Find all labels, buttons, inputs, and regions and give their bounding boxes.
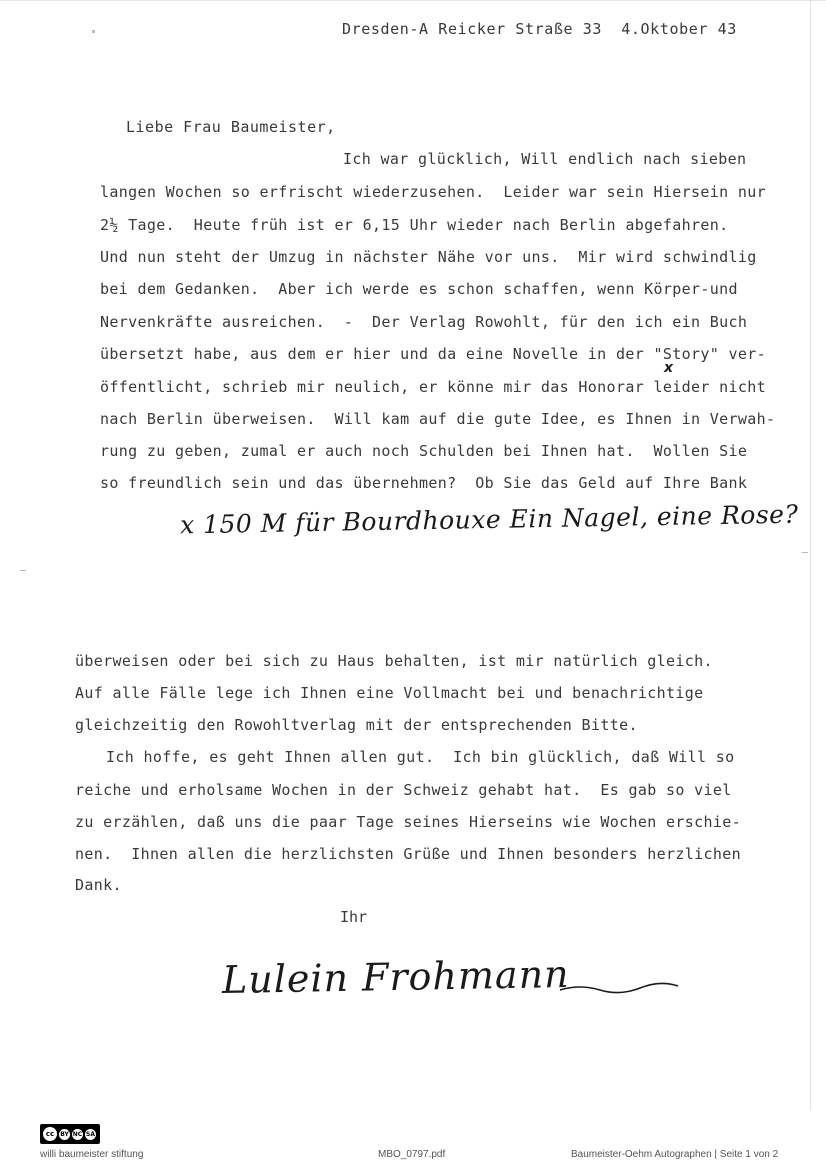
text-line: öffentlicht, schrieb mir neulich, er könne mir das Honorar leider nicht [100,378,767,396]
text-line: nen. Ihnen allen die herzlichsten Grüße und Ihnen besonders herzlichen [75,845,742,863]
text-line: gleichzeitig den Rowohltverlag mit der entsprechenden Bitte. [75,716,638,734]
footer-left: willi baumeister stiftung [40,1149,144,1160]
footer-center: MBO_0797.pdf [378,1149,446,1160]
by-icon: BY [60,1130,69,1138]
text-line: übersetzt habe, aus dem er hier und da eine Novelle in der "Story" ver- [100,345,767,363]
text-line: rung zu geben, zumal er auch noch Schulden bei Ihnen hat. Wollen Sie [100,442,748,460]
text-line: Ich war glücklich, Will endlich nach sieben [343,150,747,168]
signature-flourish [560,982,680,994]
page-top-border [0,0,826,1]
page-mark-left [20,570,26,571]
text-line: zu erzählen, daß uns die paar Tage seines Hierseins wie Wochen erschie- [75,813,742,831]
text-line: überweisen oder bei sich zu Haus behalten, ist mir natürlich gleich. [75,652,713,670]
handwritten-note: x 150 M für Bourdhouxe Ein Nagel, eine Rose? [179,499,799,540]
signature: Lulein Frohmann [221,951,570,1003]
nc-icon: NC [72,1130,83,1138]
closing: Ihr [340,908,368,926]
text-line: nach Berlin überweisen. Will kam auf die gute Idee, es Ihnen in Verwah- [100,410,776,428]
cc-license-badge[interactable] [40,1124,100,1144]
letter-header: Dresden-A Reicker Straße 33 4.Oktober 43 [342,20,737,38]
insert-mark: x [664,360,674,376]
text-line: Dank. [75,876,122,894]
text-line: 2½ Tage. Heute früh ist er 6,15 Uhr wieder nach Berlin abgefahren. [100,216,729,234]
text-line: Und nun steht der Umzug in nächster Nähe vor uns. Mir wird schwindlig [100,248,757,266]
text-line: reiche und erholsame Wochen in der Schweiz gehabt hat. Es gab so viel [75,781,732,799]
cc-icon: cc [43,1127,57,1141]
text-line: bei dem Gedanken. Aber ich werde es schon schaffen, wenn Körper-und [100,280,738,298]
salutation: Liebe Frau Baumeister, [126,118,336,136]
text-line: Nervenkräfte ausreichen. - Der Verlag Rowohlt, für den ich ein Buch [100,313,748,331]
page-mark-right [802,552,808,553]
text-line: so freundlich sein und das übernehmen? Ob Sie das Geld auf Ihre Bank [100,474,748,492]
text-line: langen Wochen so erfrischt wiederzusehen. Leider war sein Hiersein nur [100,183,767,201]
page-right-border [810,0,811,1110]
footer-right: Baumeister-Oehm Autographen | Seite 1 von 2 [571,1149,779,1160]
page-mark-top-left [92,30,95,33]
sa-icon: SA [86,1130,95,1138]
text-line: Ich hoffe, es geht Ihnen allen gut. Ich bin glücklich, daß Will so [106,748,735,766]
text-line: Auf alle Fälle lege ich Ihnen eine Vollmacht bei und benachrichtige [75,684,704,702]
